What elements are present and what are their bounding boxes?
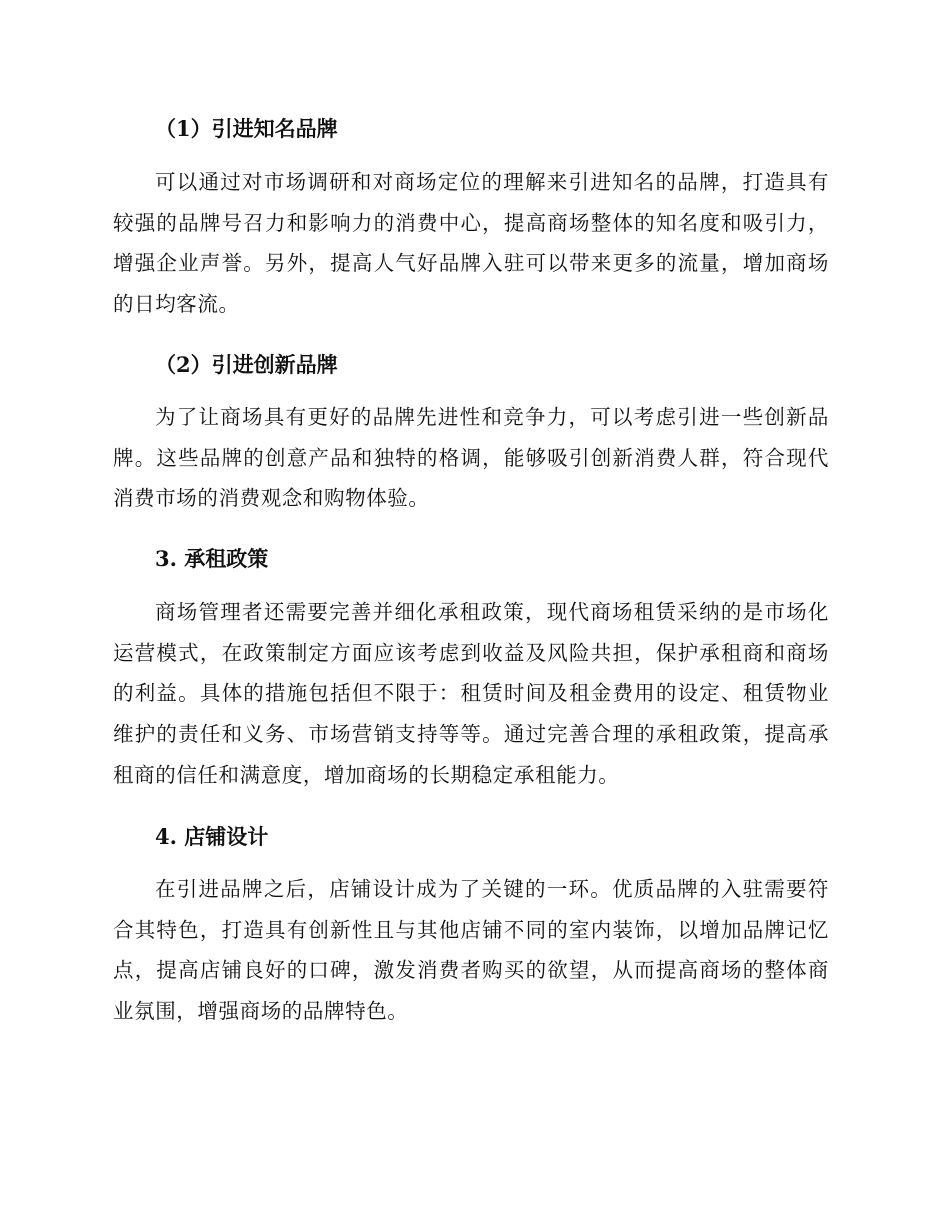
section-heading-4: 4. 店铺设计: [155, 824, 269, 849]
section-paragraph-4: 在引进品牌之后，店铺设计成为了关键的一环。优质品牌的入驻需要符合其特色，打造具有创新性且与其他店铺不同的室内装饰，以增加品牌记忆点，提高店铺良好的口碑，激发消费者购买的欲望，从而提高商场的整体商业氛围，增强商场的品牌特色。: [113, 877, 829, 1024]
section-paragraph-1: 可以通过对市场调研和对商场定位的理解来引进知名的品牌，打造具有较强的品牌号召力和影响力的消费中心，提高商场整体的知名度和吸引力，增强企业声誉。另外，提高人气好品牌入驻可以带来更多的流量，增加商场的日均客流。: [113, 170, 829, 317]
section-paragraph-2: 为了让商场具有更好的品牌先进性和竞争力，可以考虑引进一些创新品牌。这些品牌的创意产品和独特的格调，能够吸引创新消费人群，符合现代消费市场的消费观念和购物体验。: [113, 405, 829, 511]
section-heading-2: （2）引进创新品牌: [155, 352, 338, 377]
section-heading-1: （1）引进知名品牌: [155, 116, 338, 141]
section-heading-3: 3. 承租政策: [155, 546, 269, 571]
section-paragraph-3: 商场管理者还需要完善并细化承租政策，现代商场租赁采纳的是市场化运营模式，在政策制定方面应该考虑到收益及风险共担，保护承租商和商场的利益。具体的措施包括但不限于：租赁时间及租金费用的设定、租赁物业维护的责任和义务、市场营销支持等等。通过完善合理的承租政策，提高承租商的信任和满意度，增加商场的长期稳定承租能力。: [113, 600, 829, 787]
